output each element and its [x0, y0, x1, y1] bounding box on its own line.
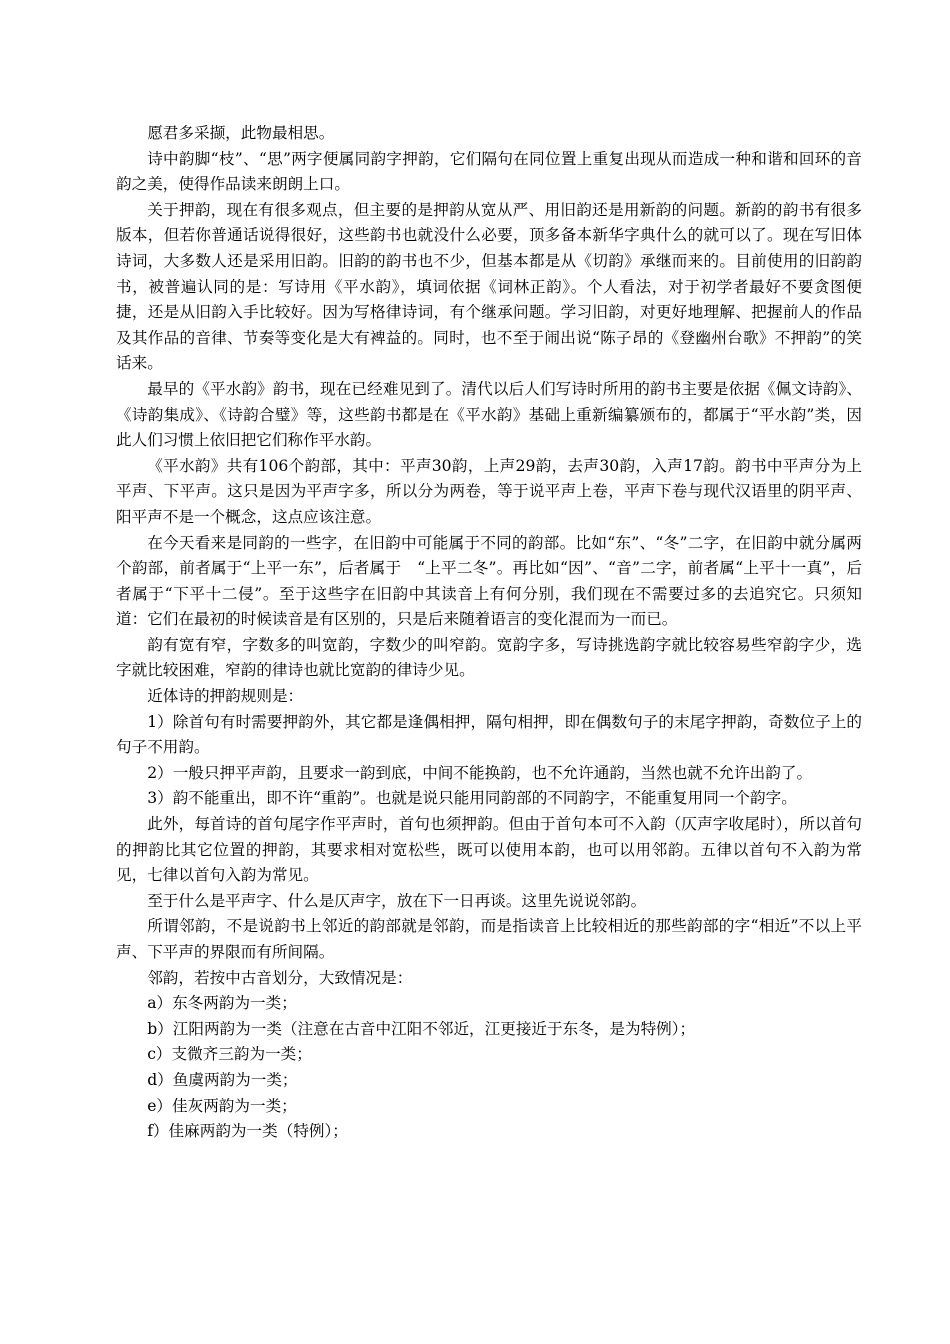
paragraph-wide-narrow: 韵有宽有窄，字数多的叫宽韵，字数少的叫窄韵。宽韵字多，写诗挑选韵字就比较容易些窄韵字少，选字就比较困难，窄韵的律诗也就比宽韵的律诗少见。	[116, 635, 862, 680]
list-item-d: d）鱼虞两韵为一类；	[147, 1070, 298, 1089]
list-item-e: e）佳灰两韵为一类；	[147, 1096, 297, 1115]
document-page	[116, 121, 862, 1145]
list-item-f: f）佳麻两韵为一类（特例）；	[147, 1122, 348, 1141]
list-item-b: b）江阳两韵为一类（注意在古音中江阳不邻近，江更接近于东冬，是为特例）；	[147, 1019, 696, 1038]
paragraph-rhyme-example: 诗中韵脚“枝”、“思”两字便属同韵字押韵，它们隔句在同位置上重复出现从而造成一种和谐和回环的音韵之美，使得作品读来朗朗上口。	[116, 149, 862, 194]
paragraph-pingshuiyun-history: 最早的《平水韵》韵书，现在已经难见到了。清代以后人们写诗时所用的韵书主要是依据《佩文诗韵》、《诗韵集成》、《诗韵合璧》等，这些韵书都是在《平水韵》基础上重新编纂颁布的，都属于“平水韵”类，因此人们习惯上依旧把它们称作平水韵。	[116, 379, 862, 450]
paragraph-neighbor-rhyme: 所谓邻韵，不是说韵书上邻近的韵部就是邻韵，而是指读音上比较相近的那些韵部的字“相近”不以上平声、下平声的界限而有所间隔。	[116, 917, 862, 961]
rule-item-1: 1）除首句有时需要押韵外，其它都是逢偶相押，隔句相押，即在偶数句子的末尾字押韵，奇数位子上的句子不用韵。	[116, 712, 862, 757]
list-item-c: c）支微齐三韵为一类；	[147, 1045, 312, 1064]
paragraph-rules-intro: 近体诗的押韵规则是：	[147, 687, 304, 706]
rule-item-2: 2）一般只押平声韵，且要求一韵到底，中间不能换韵，也不允许通韵，当然也就不允许出韵了。	[147, 763, 813, 782]
rule-item-3: 3）韵不能重出，即不许“重韵”。也就是说只能用同韵部的不同韵字，不能重复用同一个韵字。	[147, 789, 797, 808]
paragraph-pingshuiyun-count: 《平水韵》共有106个韵部，其中：平声30韵，上声29韵，去声30韵，入声17韵。韵书中平声分为上平声、下平声。这只是因为平声字多，所以分为两卷，等于说平声上卷，平声下卷与现代汉语里的阴平声、阳平声不是一个概念，这点应该注意。	[116, 456, 862, 526]
paragraph-neighbor-intro: 邻韵，若按中古音划分，大致情况是：	[147, 968, 413, 987]
list-item-a: a）东冬两韵为一类；	[147, 994, 297, 1013]
paragraph-rhyme-views: 关于押韵，现在有很多观点，但主要的是押韵从宽从严、用旧韵还是用新韵的问题。新韵的韵书有很多版本，但若你普通话说得很好，这些韵书也就没什么必要，顶多备本新华字典什么的就可以了。现在写旧体诗词，大多数人还是采用旧韵。旧韵的韵书也不少，但基本都是从《切韵》承继而来的。目前使用的旧韵韵书，被普遍认同的是：写诗用《平水韵》，填词依据《词林正韵》。个人看法，对于初学者最好不要贪图便捷，还是从旧韵入手比较好。因为写格律诗词，有个继承问题。学习旧韵，对更好地理解、把握前人的作品及其作品的音律、节奏等变化是大有裨益的。同时，也不至于闹出说“陈子昂的《登幽州台歌》不押韵”的笑话来。	[116, 200, 862, 373]
paragraph-rhyme-groups: 在今天看来是同韵的一些字，在旧韵中可能属于不同的韵部。比如“东”、“冬”二字，在旧韵中就分属两个韵部，前者属于“上平一东”，后者属于 “上平二冬”。再比如“因”、“音”二字，前者属“上平十一真”，后者属于“下平十二侵”。至于这些字在旧韵中其读音上有何分别，我们现在不需要过多的去追究它。只须知道：它们在最初的时候读音是有区别的，只是后来随着语言的变化混而为一而已。	[116, 533, 862, 629]
paragraph-first-line: 此外，每首诗的首句尾字作平声时，首句也须押韵。但由于首句本可不入韵（仄声字收尾时），所以首句的押韵比其它位置的押韵，其要求相对宽松些，既可以使用本韵，也可以用邻韵。五律以首句不入韵为常见，七律以首句入韵为常见。	[116, 815, 862, 885]
poem-line: 愿君多采撷，此物最相思。	[147, 124, 335, 142]
paragraph-next-topic: 至于什么是平声字、什么是仄声字，放在下一日再谈。这里先说说邻韵。	[147, 891, 647, 910]
